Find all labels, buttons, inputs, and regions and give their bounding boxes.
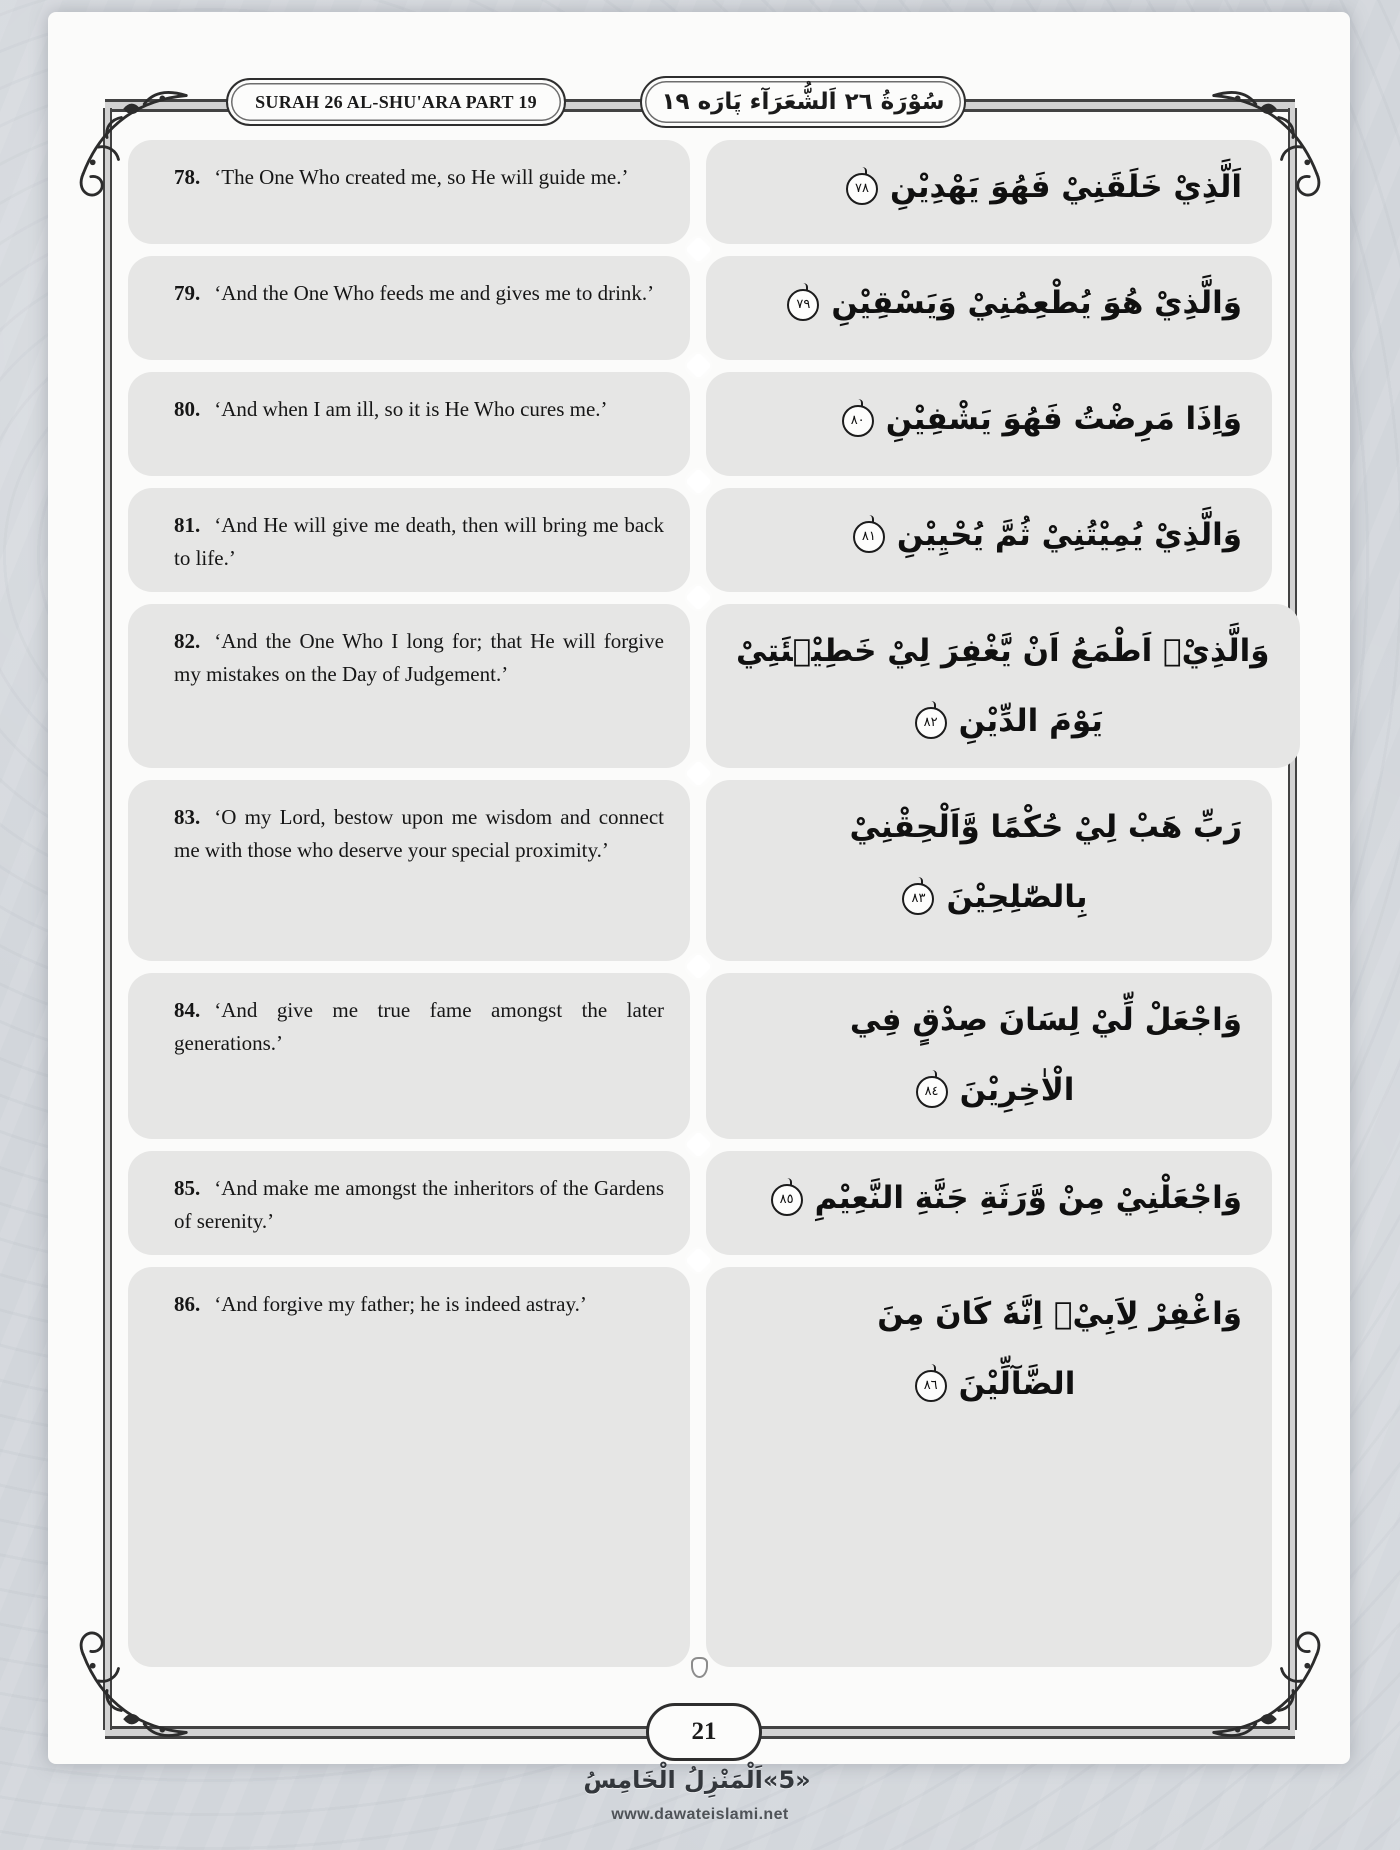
verse-row [128, 256, 1272, 360]
verse-number: 85. [174, 1176, 201, 1200]
verse-translation-box [128, 604, 690, 768]
website-url: www.dawateislami.net [611, 1806, 789, 1823]
manzil-number: «5» [762, 1766, 811, 1794]
verse-number: 80. [174, 397, 201, 421]
website-line [0, 1806, 1400, 1824]
verse-arabic-box [706, 372, 1272, 476]
verse-row [128, 1151, 1272, 1255]
verse-translation [174, 801, 664, 867]
manzil-line [0, 1766, 1400, 1794]
verse-arabic-box [706, 488, 1272, 592]
verse-english-text: ‘And when I am ill, so it is He Who cures me.’ [214, 397, 608, 421]
ayah-end-marker: ٨٤ [916, 1076, 948, 1108]
verse-number: 86. [174, 1292, 201, 1316]
ayah-end-marker: ٨٦ [915, 1370, 947, 1402]
verse-arabic-box [706, 256, 1272, 360]
verse-number: 79. [174, 281, 201, 305]
verse-english-text: ‘O my Lord, bestow upon me wisdom and connect me with those who deserve your special proximity.’ [174, 805, 664, 862]
page-number-badge [646, 1703, 762, 1761]
verse-arabic-box [706, 1267, 1272, 1667]
ayah-end-marker: ٧٩ [787, 289, 819, 321]
verse-row [128, 604, 1272, 768]
verse-translation-box [128, 256, 690, 360]
book-page [48, 12, 1350, 1764]
verse-english-text: ‘And forgive my father; he is indeed astray.’ [214, 1292, 587, 1316]
ayah-end-marker: ٨١ [853, 521, 885, 553]
manzil-label: اَلْمَنْزِلُ الْخَامِسُ [583, 1766, 763, 1794]
verse-arabic-line: وَاجْعَلْ لِّيْ لِسَانَ صِدْقٍ فِي [849, 1002, 1242, 1038]
verse-arabic-line: وَالَّذِيْۤ اَطْمَعُ اَنْ يَّغْفِرَ لِيْ خَطِيْۤئَتِيْ [736, 633, 1270, 669]
verse-english-text: ‘And make me amongst the inheritors of the Gardens of serenity.’ [174, 1176, 664, 1233]
surah-title-english-text: SURAH 26 AL-SHU'ARA PART 19 [255, 91, 537, 112]
verse-arabic-box [706, 1151, 1272, 1255]
verse-number: 84. [174, 998, 201, 1022]
verse-arabic-line: وَالَّذِيْ يُمِيْتُنِيْ ثُمَّ يُحْيِيْنِ٨١ [736, 500, 1242, 570]
verse-english-text: ‘And the One Who feeds me and gives me to drink.’ [214, 281, 655, 305]
verse-arabic-line: وَاجْعَلْنِيْ مِنْ وَّرَثَةِ جَنَّةِ النَّعِيْمِ٨٥ [736, 1163, 1242, 1233]
verse-translation-box [128, 973, 690, 1139]
verse-translation [174, 1172, 664, 1238]
verse-arabic-box [706, 780, 1272, 961]
verse-translation [174, 277, 664, 310]
ayah-end-marker: ٨٥ [771, 1184, 803, 1216]
verse-english-text: ‘And give me true fame amongst the later generations.’ [174, 998, 664, 1055]
verse-row [128, 488, 1272, 592]
verse-arabic-line: وَالَّذِيْ هُوَ يُطْعِمُنِيْ وَيَسْقِيْنِ٧٩ [736, 268, 1242, 338]
verse-arabic-box [706, 604, 1300, 768]
verse-row [128, 1267, 1272, 1667]
verse-arabic-line: وَاغْفِرْ لِاَبِيْۤ اِنَّهٗ كَانَ مِنَ [877, 1296, 1242, 1332]
verse-translation-box [128, 140, 690, 244]
verse-list [128, 140, 1272, 1667]
surah-title-arabic [640, 76, 966, 128]
verse-translation [174, 994, 664, 1060]
verse-row [128, 973, 1272, 1139]
verse-number: 81. [174, 513, 201, 537]
verse-translation-box [128, 372, 690, 476]
verse-number: 78. [174, 165, 201, 189]
verse-arabic-box [706, 973, 1272, 1139]
verse-number: 83. [174, 805, 201, 829]
verse-arabic-line: الْاٰخِرِيْنَ٨٤ [736, 1055, 1242, 1125]
verse-arabic-line: رَبِّ هَبْ لِيْ حُكْمًا وَّاَلْحِقْنِيْ [849, 809, 1242, 845]
verse-row [128, 372, 1272, 476]
verse-translation-box [128, 488, 690, 592]
verse-arabic-line: بِالصّٰلِحِيْنَ٨٣ [736, 862, 1242, 932]
verse-translation-box [128, 1267, 690, 1667]
verse-arabic-line: وَاِذَا مَرِضْتُ فَهُوَ يَشْفِيْنِ٨٠ [736, 384, 1242, 454]
verse-translation [174, 161, 664, 194]
verse-row [128, 780, 1272, 961]
verse-translation [174, 1288, 664, 1321]
verse-translation [174, 509, 664, 575]
verse-english-text: ‘The One Who created me, so He will guide me.’ [214, 165, 629, 189]
right-border-rule [1288, 108, 1297, 1730]
surah-title-english [226, 78, 566, 126]
verse-english-text: ‘And He will give me death, then will bring me back to life.’ [174, 513, 664, 570]
verse-arabic-line: الضَّآلِّيْنَ٨٦ [736, 1349, 1242, 1419]
ayah-end-marker: ٧٨ [846, 173, 878, 205]
verse-arabic-line: يَوْمَ الدِّيْنِ٨٢ [736, 686, 1270, 756]
verse-number: 82. [174, 629, 201, 653]
left-border-rule [103, 108, 112, 1730]
verse-translation-box [128, 1151, 690, 1255]
verse-translation-box [128, 780, 690, 961]
verse-translation [174, 625, 664, 691]
verse-translation [174, 393, 664, 426]
verse-row [128, 140, 1272, 244]
verse-english-text: ‘And the One Who I long for; that He will forgive my mistakes on the Day of Judgement.’ [174, 629, 664, 686]
verse-arabic-box [706, 140, 1272, 244]
ayah-end-marker: ٨٣ [902, 883, 934, 915]
page-number: 21 [691, 1718, 717, 1745]
surah-title-arabic-text: سُوْرَةُ ٢٦ اَلشُّعَرَآء پَارَه ١٩ [661, 89, 945, 115]
ayah-end-marker: ٨٢ [915, 707, 947, 739]
verse-arabic-line: اَلَّذِيْ خَلَقَنِيْ فَهُوَ يَهْدِيْنِ٧٨ [736, 152, 1242, 222]
ayah-end-marker: ٨٠ [842, 405, 874, 437]
